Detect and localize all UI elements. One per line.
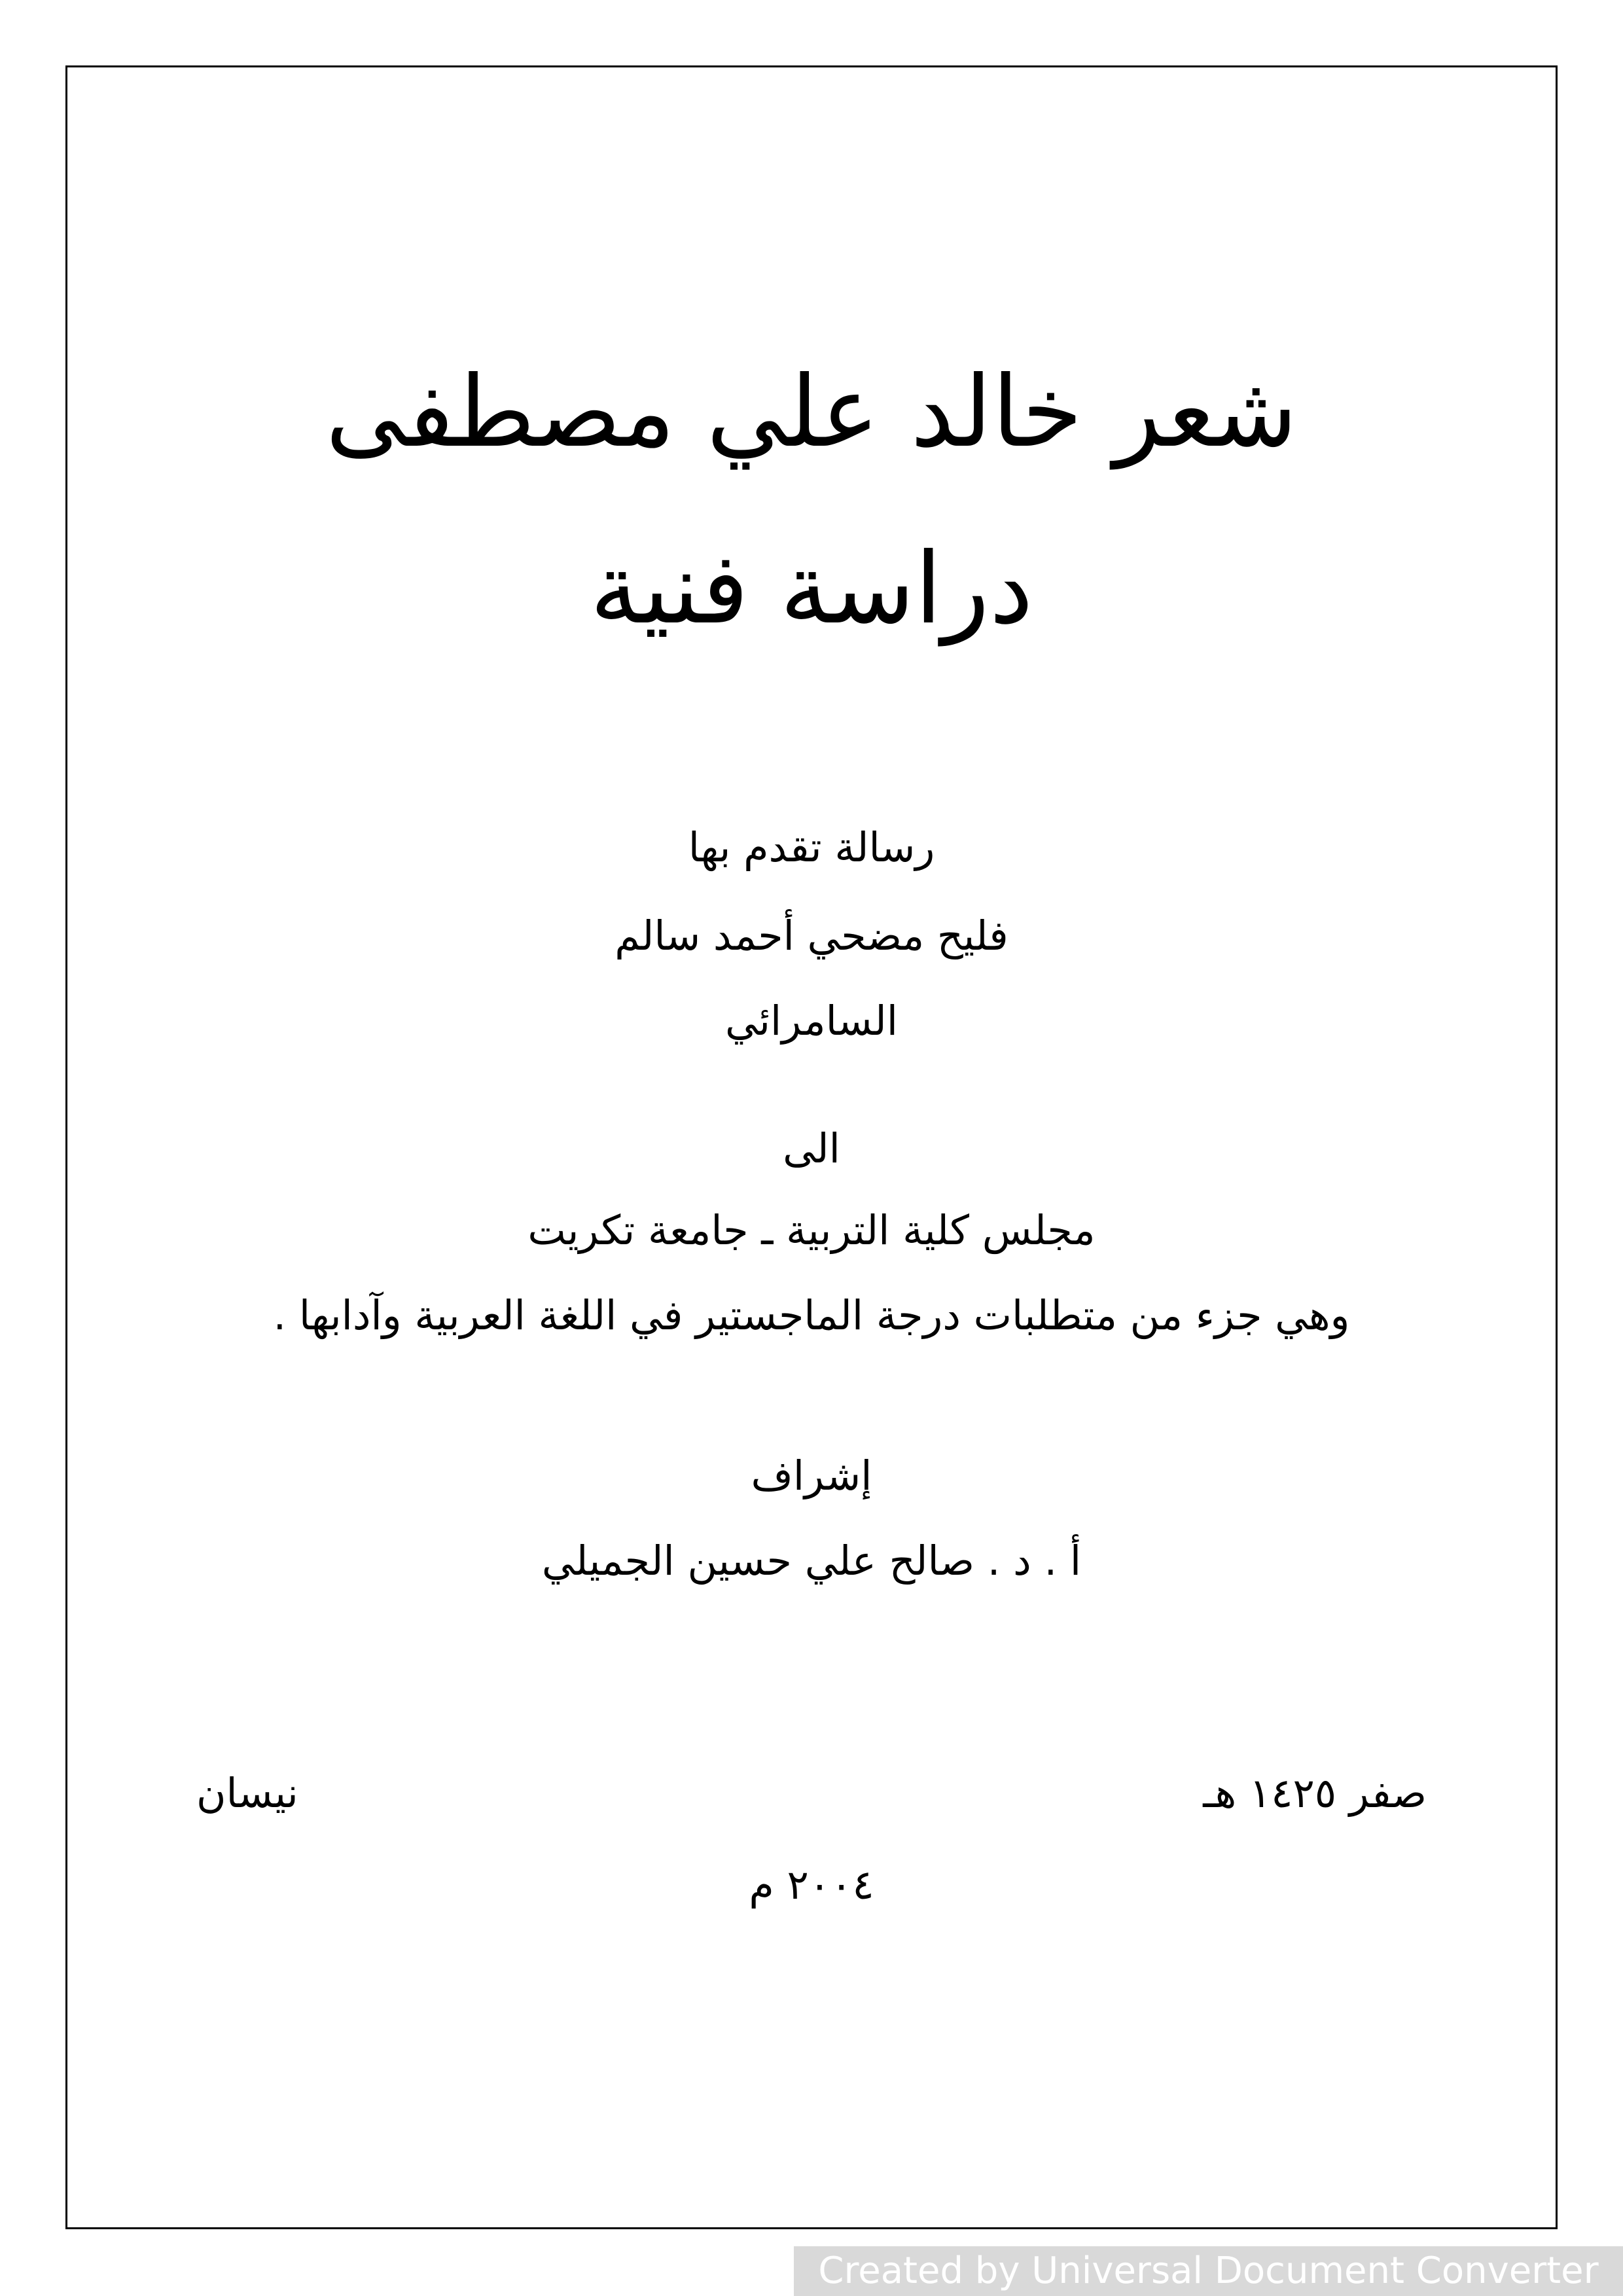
to-label: الى [783, 1124, 840, 1172]
hijri-date: صفر ١٤٢٥ هـ [1203, 1769, 1427, 1817]
document-subtitle: دراسة فنية [590, 532, 1033, 646]
supervisor-name: أ . د . صالح علي حسين الجميلي [541, 1537, 1082, 1585]
gregorian-month: نيسان [196, 1769, 298, 1817]
degree-purpose: وهي جزء من متطلبات درجة الماجستير في اللغة العربية وآدابها . [273, 1291, 1350, 1339]
gregorian-year: ٢٠٠٤ م [749, 1861, 874, 1909]
submitted-by-label: رسالة تقدم بها [688, 823, 935, 871]
document-title: شعر خالد علي مصطفى [325, 355, 1298, 469]
institution: مجلس كلية التربية ـ جامعة تكريت [527, 1206, 1096, 1254]
converter-watermark: Created by Universal Document Converter [794, 2246, 1623, 2296]
author-family-name: السامرائي [725, 997, 898, 1045]
author-name: فليح مضحي أحمد سالم [615, 912, 1008, 960]
supervision-label: إشراف [751, 1452, 872, 1499]
